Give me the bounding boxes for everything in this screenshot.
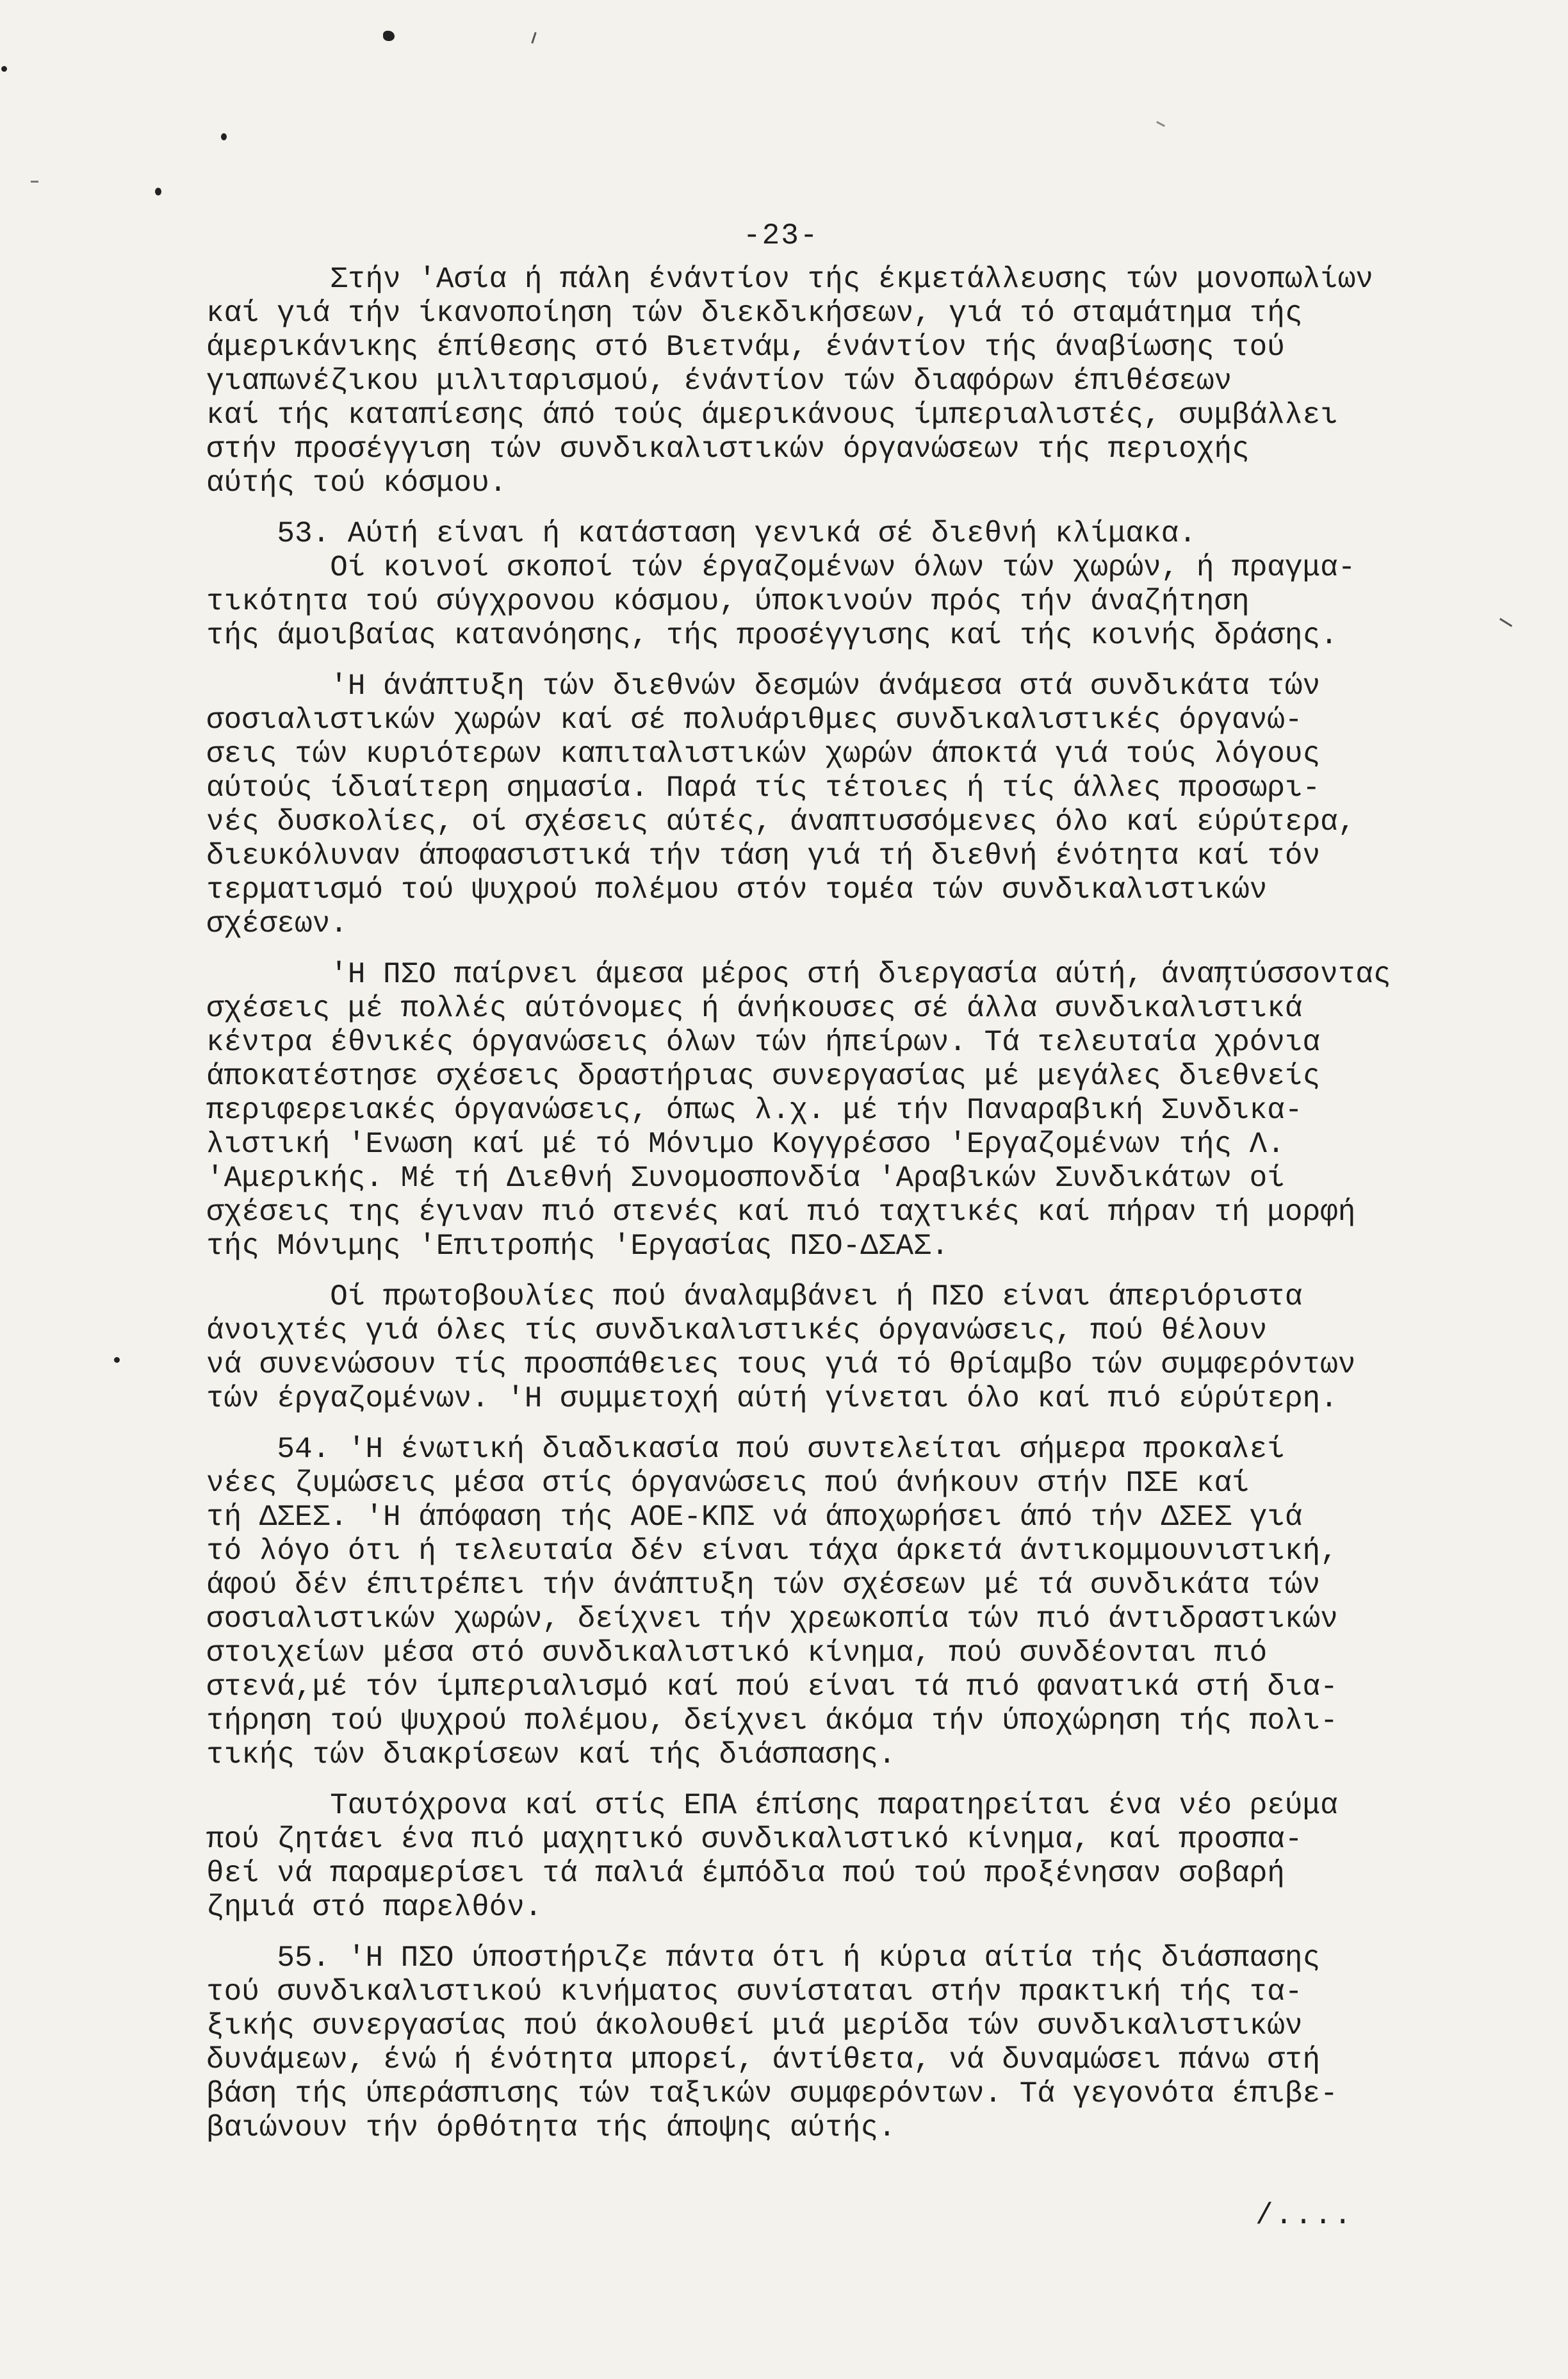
paragraph-gap <box>206 1416 1481 1433</box>
text-line: σεις τών κυριότερων καπιταλιστικών χωρών άποκτά γιά τούς λόγους <box>206 737 1321 771</box>
text-line: 'Αμερικής. Μέ τή Διεθνή Συνομοσπονδία 'Αραβικών Συνδικάτων οί <box>206 1162 1285 1195</box>
text-line: διευκόλυναν άποφασιστικά τήν τάση γιά τή διεθνή ένότητα καί τόν <box>206 839 1321 873</box>
text-line: τερματισμό τού ψυχρού πολέμου στόν τομέα τών συνδικαλιστικών <box>206 873 1268 907</box>
text-line: καί τής καταπίεσης άπό τούς άμερικάνους ίμπεριαλιστές, συμβάλλει <box>206 399 1338 432</box>
ink-speck <box>1499 618 1512 627</box>
text-line: τικής τών διακρίσεων καί τής διάσπασης. <box>206 1738 896 1772</box>
text-line: ζημιά στό παρελθόν. <box>206 1891 543 1924</box>
text-line: νά συνενώσουν τίς προσπάθειες τους γιά τό θρίαμβο τών συμφερόντων <box>206 1348 1356 1381</box>
text-line: άνοιχτές γιά όλες τίς συνδικαλιστικές όργανώσεις, πού θέλουν <box>206 1314 1268 1347</box>
text-line: Στήν 'Ασία ή πάλη ένάντίον τής έκμετάλλευσης τών μονοπωλίων <box>206 263 1373 296</box>
ink-speck <box>114 1357 120 1363</box>
continuation-mark: /.... <box>1255 2199 1354 2232</box>
ink-speck <box>531 32 536 44</box>
text-line: σχέσεων. <box>206 907 348 941</box>
paragraph <box>206 517 1481 653</box>
text-line: τό λόγο ότι ή τελευταία δέν είναι τάχα άρκετά άντικομμουνιστική, <box>206 1535 1338 1568</box>
text-line: βάση τής ύπεράσπισης τών ταξικών συμφερόντων. Τά γεγονότα έπιβε- <box>206 2077 1338 2111</box>
text-line: σχέσεις της έγιναν πιό στενές καί πιό ταχτικές καί πήραν τή μορφή <box>206 1196 1356 1229</box>
text-line: καί γιά τήν ίκανοποίηση τών διεκδικήσεων, γιά τό σταμάτημα τής <box>206 297 1303 330</box>
text-line: 'Η ΠΣΟ παίρνει άμεσα μέρος στή διεργασία αύτή, άναπτύσσοντας <box>206 958 1391 991</box>
text-line: θεί νά παραμερίσει τά παλιά έμπόδια πού τού προξένησαν σοβαρή <box>206 1857 1285 1890</box>
ink-speck <box>1 66 7 72</box>
text-line: κέντρα έθνικές όργανώσεις όλων τών ήπείρων. Τά τελευταία χρόνια <box>206 1026 1321 1059</box>
text-line: αύτούς ίδιαίτερη σημασία. Παρά τίς τέτοιες ή τίς άλλες προσωρι- <box>206 771 1321 805</box>
ink-speck <box>1156 121 1165 127</box>
paragraph-gap <box>206 1925 1481 1941</box>
text-line: τών έργαζομένων. 'Η συμμετοχή αύτή γίνεται όλο καί πιό εύρύτερη. <box>206 1382 1338 1415</box>
ink-speck <box>383 31 395 41</box>
text-line: ξικής συνεργασίας πού άκολουθεί μιά μερίδα τών συνδικαλιστικών <box>206 2009 1303 2043</box>
text-line: νές δυσκολίες, οί σχέσεις αύτές, άναπτυσσόμενες όλο καί εύρύτερα, <box>206 805 1356 839</box>
text-line: τής Μόνιμης 'Επιτροπής 'Εργασίας ΠΣΟ-ΔΣΑΣ. <box>206 1230 949 1263</box>
text-line: 55. 'Η ΠΣΟ ύποστήριζε πάντα ότι ή κύρια αίτία τής διάσπασης <box>206 1941 1321 1975</box>
text-line: 53. Αύτή είναι ή κατάσταση γενικά σέ διεθνή κλίμακα. <box>206 517 1196 550</box>
text-line: στοιχείων μέσα στό συνδικαλιστικό κίνημα, πού συνδέονται πιό <box>206 1636 1268 1670</box>
text-line: άποκατέστησε σχέσεις δραστήριας συνεργασίας μέ μεγάλες διεθνείς <box>206 1060 1321 1093</box>
text-line: Οί πρωτοβουλίες πού άναλαμβάνει ή ΠΣΟ είναι άπεριόριστα <box>206 1280 1303 1313</box>
text-line: σοσιαλιστικών χωρών καί σέ πολυάριθμες συνδικαλιστικές όργανώ- <box>206 704 1303 737</box>
text-line: σχέσεις μέ πολλές αύτόνομες ή άνήκουσες σέ άλλα συνδικαλιστικά <box>206 992 1303 1025</box>
text-line: περιφερειακές όργανώσεις, όπως λ.χ. μέ τήν Παναραβική Συνδικα- <box>206 1094 1303 1127</box>
paragraph-gap <box>206 653 1481 670</box>
text-line: τού συνδικαλιστικού κινήματος συνίσταται στήν πρακτική τής τα- <box>206 1975 1303 2009</box>
body-text <box>206 263 1481 2145</box>
paragraph <box>206 670 1481 941</box>
text-line: άφού δέν έπιτρέπει τήν άνάπτυξη τών σχέσεων μέ τά συνδικάτα τών <box>206 1568 1321 1602</box>
paragraph-gap <box>206 1772 1481 1789</box>
paragraph <box>206 1280 1481 1416</box>
text-line: βαιώνουν τήν όρθότητα τής άποψης αύτής. <box>206 2111 896 2144</box>
paragraph <box>206 958 1481 1264</box>
text-line: Οί κοινοί σκοποί τών έργαζομένων όλων τών χωρών, ή πραγμα- <box>206 551 1356 584</box>
text-line: δυνάμεων, ένώ ή ένότητα μπορεί, άντίθετα, νά δυναμώσει πάνω στή <box>206 2043 1321 2077</box>
text-line: 54. 'Η ένωτική διαδικασία πού συντελείται σήμερα προκαλεί <box>206 1433 1285 1466</box>
text-line: Ταυτόχρονα καί στίς ΕΠΑ έπίσης παρατηρείται ένα νέο ρεύμα <box>206 1789 1338 1822</box>
text-line: νέες ζυμώσεις μέσα στίς όργανώσεις πού άνήκουν στήν ΠΣΕ καί <box>206 1467 1250 1500</box>
text-line: αύτής τού κόσμου. <box>206 466 507 500</box>
text-line: τικότητα τού σύγχρονου κόσμου, ύποκινούν πρός τήν άναζήτηση <box>206 585 1250 618</box>
paragraph <box>206 263 1481 500</box>
paragraph <box>206 1433 1481 1772</box>
text-line: 'Η άνάπτυξη τών διεθνών δεσμών άνάμεσα στά συνδικάτα τών <box>206 670 1321 703</box>
text-line: σοσιαλιστικών χωρών, δείχνει τήν χρεωκοπία τών πιό άντιδραστικών <box>206 1602 1338 1636</box>
text-line: λιστική 'Ενωση καί μέ τό Μόνιμο Κογγρέσσο 'Εργαζομένων τής Λ. <box>206 1128 1285 1161</box>
paragraph-gap <box>206 500 1481 517</box>
page-number: -23- <box>743 219 819 252</box>
paragraph-gap <box>206 1264 1481 1280</box>
text-line: γιαπωνέζικου μιλιταρισμού, ένάντίον τών διαφόρων έπιθέσεων <box>206 365 1232 398</box>
paragraph-gap <box>206 941 1481 958</box>
text-line: στήν προσέγγιση τών συνδικαλιστικών όργανώσεων τής περιοχής <box>206 432 1250 466</box>
paragraph <box>206 1789 1481 1925</box>
text-line: τήρηση τού ψυχρού πολέμου, δείχνει άκόμα τήν ύποχώρηση τής πολι- <box>206 1704 1338 1738</box>
text-line: πού ζητάει ένα πιό μαχητικό συνδικαλιστικό κίνημα, καί προσπα- <box>206 1823 1303 1856</box>
text-line: άμερικάνικης έπίθεσης στό Βιετνάμ, ένάντίον τής άναβίωσης τού <box>206 331 1285 364</box>
ink-speck <box>155 188 161 195</box>
ink-speck <box>221 133 227 140</box>
ink-speck <box>31 181 38 183</box>
text-line: τής άμοιβαίας κατανόησης, τής προσέγγισης καί τής κοινής δράσης. <box>206 619 1338 652</box>
paragraph <box>206 1941 1481 2145</box>
text-line: τή ΔΣΕΣ. 'Η άπόφαση τής ΑΟΕ-ΚΠΣ νά άποχωρήσει άπό τήν ΔΣΕΣ γιά <box>206 1501 1303 1534</box>
text-line: στενά,μέ τόν ίμπεριαλισμό καί πού είναι τά πιό φανατικά στή δια- <box>206 1670 1338 1704</box>
